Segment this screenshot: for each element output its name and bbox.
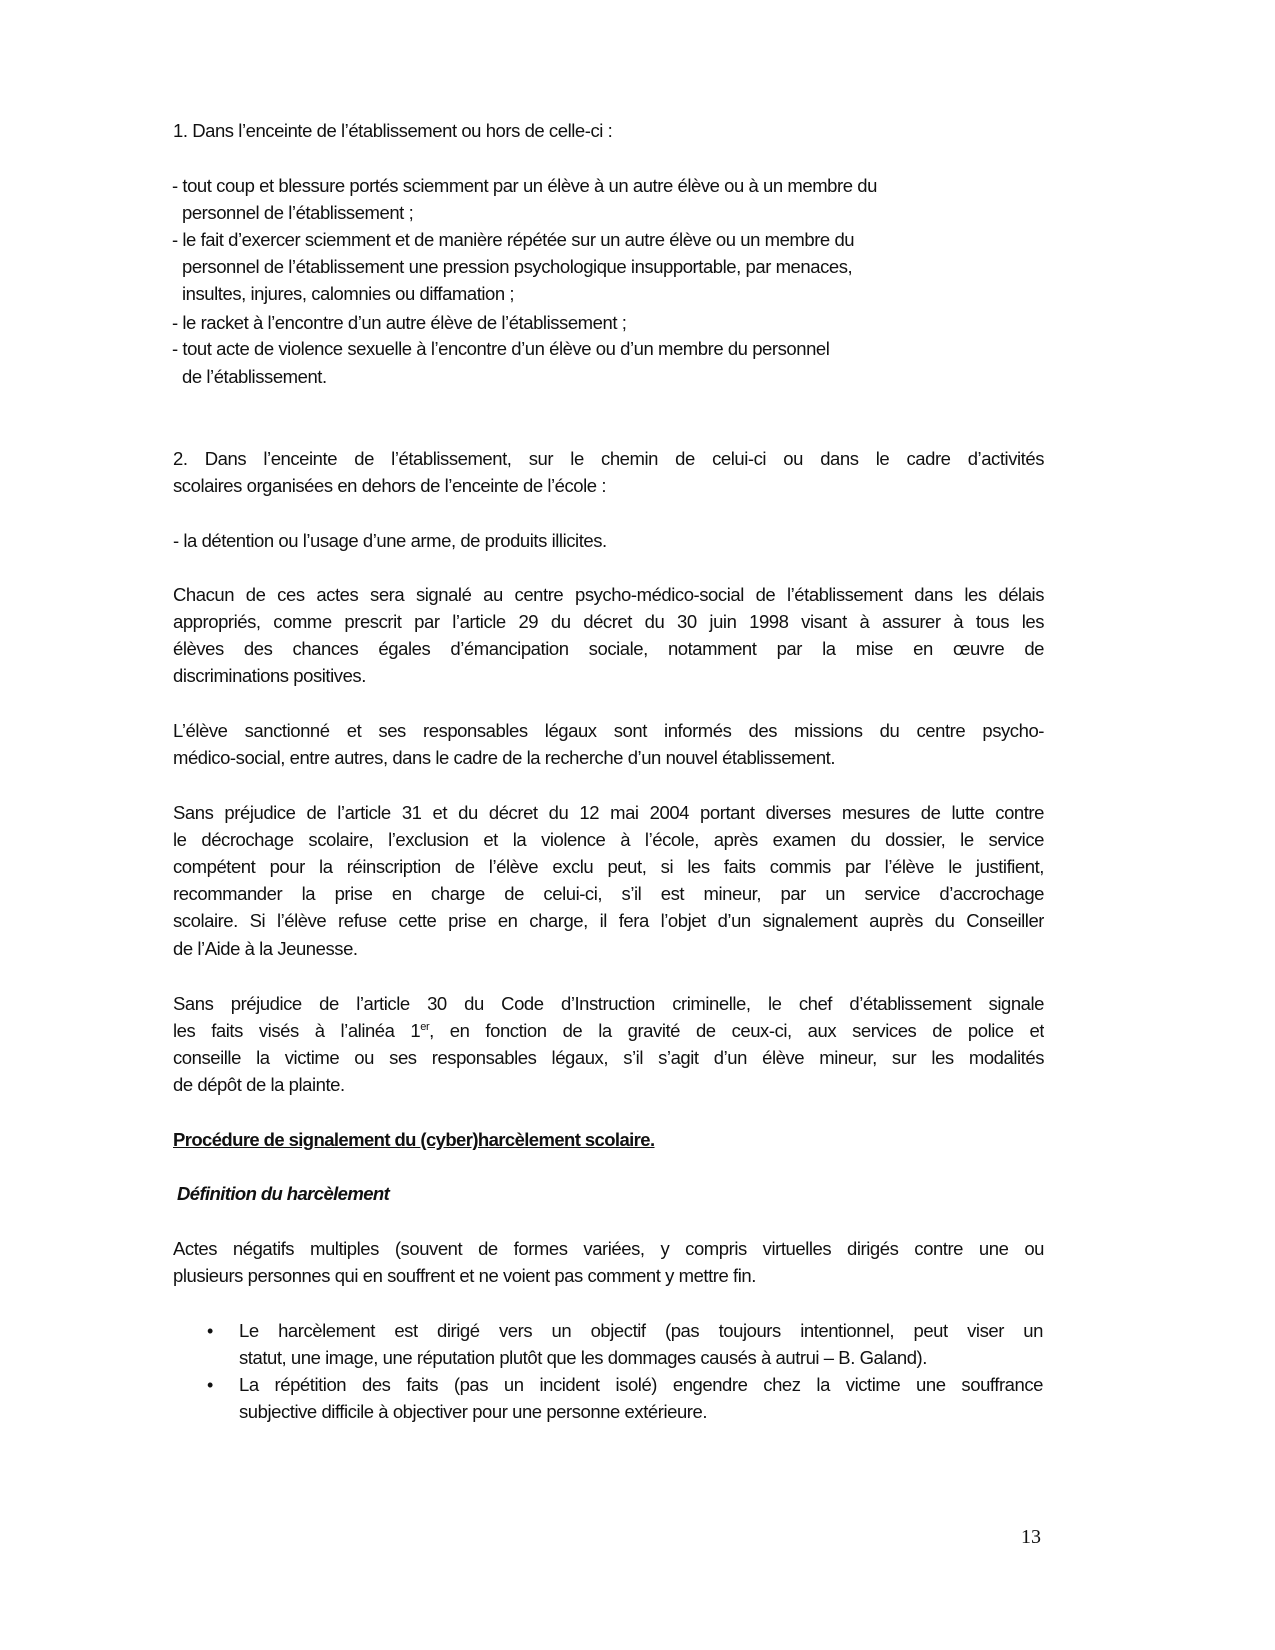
p4-line-2-text-a: les faits visés à l’alinéa 1 <box>173 1020 421 1041</box>
p2-line-1: L’élève sanctionné et ses responsables légaux sont informés des missions du centre psycho- <box>173 720 1044 741</box>
section1-item-2-line-2: personnel de l’établissement une pression psychologique insupportable, par menaces, <box>182 256 853 277</box>
procedure-intro-line-1: Actes négatifs multiples (souvent de formes variées, y compris virtuelles dirigés contre une ou <box>173 1238 1044 1259</box>
p4-line-2 <box>173 1020 1044 1042</box>
section1-item-1-line-1: - tout coup et blessure portés sciemment par un élève à un autre élève ou à un membre du <box>172 175 877 196</box>
section2-heading-line-2: scolaires organisées en dehors de l’enceinte de l’école : <box>173 475 607 496</box>
section1-item-1-line-2: personnel de l’établissement ; <box>182 202 414 223</box>
p1-line-2: appropriés, comme prescrit par l’article 29 du décret du 30 juin 1998 visant à assurer à tous les <box>173 611 1044 632</box>
p3-line-1: Sans préjudice de l’article 31 et du décret du 12 mai 2004 portant diverses mesures de lutte contre <box>173 802 1044 823</box>
section1-item-2-line-3: insultes, injures, calomnies ou diffamation ; <box>182 283 515 304</box>
p4-line-1: Sans préjudice de l’article 30 du Code d’Instruction criminelle, le chef d’établissement signale <box>173 993 1044 1014</box>
bullet-icon: • <box>207 1375 214 1395</box>
p3-line-6: de l’Aide à la Jeunesse. <box>173 938 358 959</box>
p4-line-4: de dépôt de la plainte. <box>173 1074 345 1095</box>
page-number: 13 <box>1021 1526 1041 1548</box>
section1-item-4-line-2: de l’établissement. <box>182 366 327 387</box>
section1-item-3-line-1: - le racket à l’encontre d’un autre élève de l’établissement ; <box>172 312 627 333</box>
section2-item: - la détention ou l’usage d’une arme, de produits illicites. <box>173 530 607 551</box>
superscript-er: er <box>420 1021 430 1033</box>
section2-heading-line-1: 2. Dans l’enceinte de l’établissement, sur le chemin de celui-ci ou dans le cadre d’activités <box>173 448 1044 469</box>
procedure-intro-line-2: plusieurs personnes qui en souffrent et ne voient pas comment y mettre fin. <box>173 1265 756 1286</box>
bullet-icon: • <box>207 1321 214 1341</box>
bullet-2-line-2: subjective difficile à objectiver pour une personne extérieure. <box>239 1401 708 1422</box>
procedure-subtitle: Définition du harcèlement <box>177 1183 390 1204</box>
section1-item-2-line-1: - le fait d’exercer sciemment et de manière répétée sur un autre élève ou un membre du <box>172 229 855 250</box>
bullet-2-line-1: La répétition des faits (pas un incident isolé) engendre chez la victime une souffrance <box>239 1374 1043 1395</box>
bullet-1-line-1: Le harcèlement est dirigé vers un objectif (pas toujours intentionnel, peut viser un <box>239 1320 1043 1341</box>
p3-line-2: le décrochage scolaire, l’exclusion et la violence à l’école, après examen du dossier, le service <box>173 829 1044 850</box>
p4-line-2-text-b: , en fonction de la gravité de ceux-ci, aux services de police et <box>429 1020 1044 1041</box>
p1-line-4: discriminations positives. <box>173 665 366 686</box>
section1-heading: 1. Dans l’enceinte de l’établissement ou hors de celle-ci : <box>173 120 613 141</box>
procedure-title: Procédure de signalement du (cyber)harcèlement scolaire. <box>173 1129 655 1150</box>
p3-line-5: scolaire. Si l’élève refuse cette prise en charge, il fera l’objet d’un signalement auprès du Conseiller <box>173 910 1044 931</box>
p1-line-1: Chacun de ces actes sera signalé au centre psycho-médico-social de l’établissement dans les délais <box>173 584 1044 605</box>
p1-line-3: élèves des chances égales d’émancipation sociale, notamment par la mise en œuvre de <box>173 638 1044 659</box>
bullet-1-line-2: statut, une image, une réputation plutôt que les dommages causés à autrui – B. Galand). <box>239 1347 927 1368</box>
p3-line-4: recommander la prise en charge de celui-ci, s’il est mineur, par un service d’accrochage <box>173 883 1044 904</box>
section1-item-4-line-1: - tout acte de violence sexuelle à l’encontre d’un élève ou d’un membre du personnel <box>172 338 830 359</box>
p2-line-2: médico-social, entre autres, dans le cadre de la recherche d’un nouvel établissement. <box>173 747 836 768</box>
p3-line-3: compétent pour la réinscription de l’élève exclu peut, si les faits commis par l’élève le justifient, <box>173 856 1044 877</box>
p4-line-3: conseille la victime ou ses responsables légaux, s’il s’agit d’un élève mineur, sur les modalités <box>173 1047 1044 1068</box>
